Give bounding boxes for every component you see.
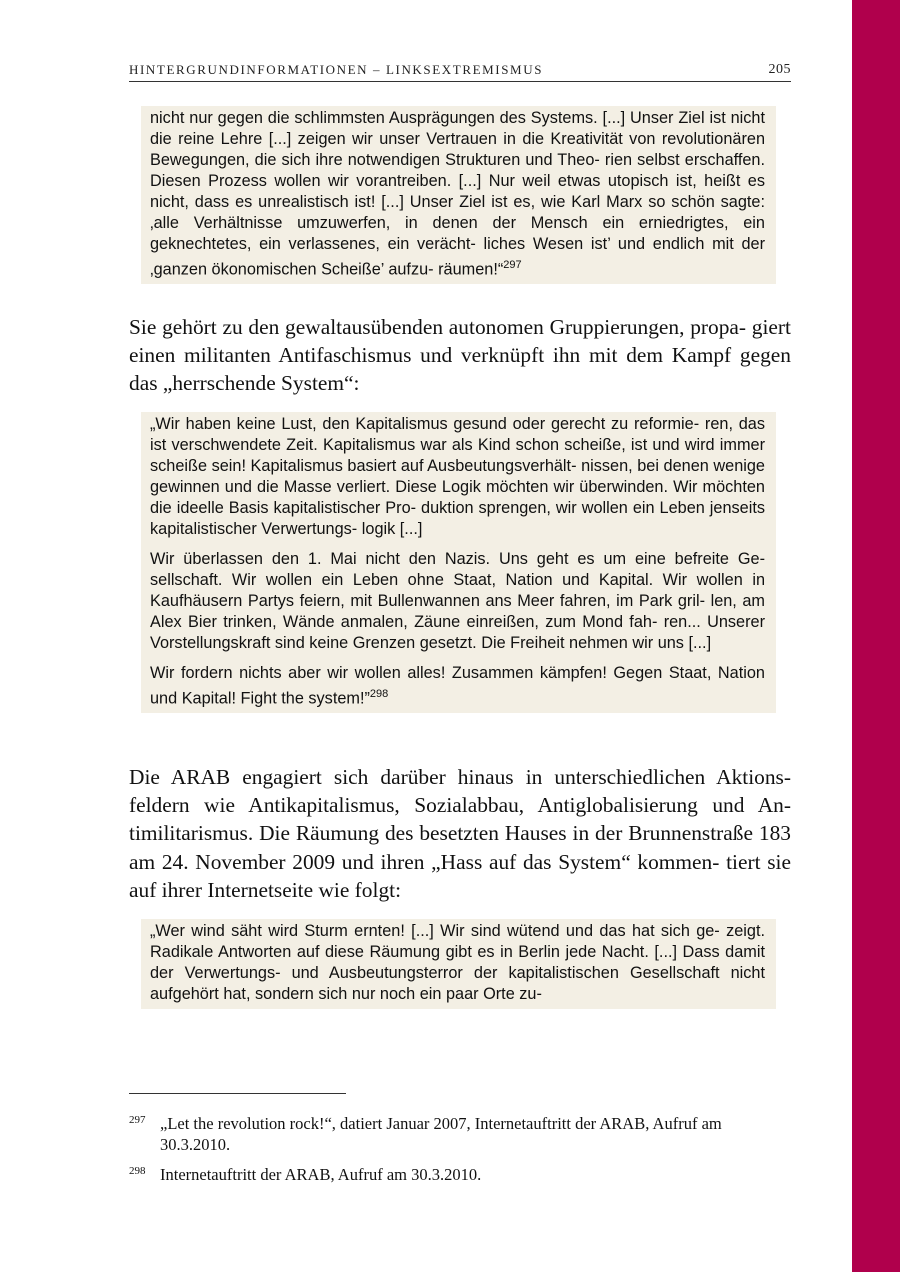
- block-quote-1: [141, 106, 776, 284]
- quote-line: nicht nur gegen die schlimmsten Ausprägungen des Systems. [...] Unser Ziel: [150, 109, 705, 127]
- quote-2-paragraph-2: [150, 549, 765, 654]
- footnote-298: [129, 1164, 791, 1185]
- quote-line: ist nicht die reine Lehre [...] zeigen wir unser Vertrauen in die Kreativität von: [150, 109, 765, 148]
- quote-line: und wird immer scheiße sein! Kapitalismus basiert auf Ausbeutungsverhält-: [150, 436, 765, 475]
- quote-line: [...] Dass damit der Verwertungs- und Ausbeutungsterror der kapitalistischen: [150, 943, 765, 982]
- block-quote-3: [141, 919, 776, 1009]
- quote-line: nissen, bei denen wenige gewinnen und die Masse verliert. Diese Logik: [150, 457, 765, 496]
- footnote-number: 297: [129, 1114, 146, 1126]
- quote-1-paragraph: [150, 108, 765, 280]
- running-header: [129, 62, 791, 82]
- quote-line: etwas utopisch ist, heißt es nicht, dass es unrealistisch ist! [...] Unser Ziel ist: [150, 172, 765, 211]
- paragraph-line: feldern wie Antikapitalismus, Sozialabbau, Antiglobalisierung und An-: [129, 793, 791, 818]
- quote-line: Gesellschaft nicht aufgehört hat, sondern sich nur noch ein paar Orte zu-: [150, 964, 765, 1003]
- quote-line: logik [...]: [361, 520, 423, 538]
- quote-line: räumen!“: [438, 260, 504, 279]
- footnote-text: Internetauftritt der ARAB, Aufruf am 30.3.2010.: [160, 1165, 482, 1184]
- quote-line: „Wir haben keine Lust, den Kapitalismus gesund oder gerecht zu reformie-: [150, 415, 700, 433]
- quote-line: len, am Alex Bier trinken, Wände anmalen, Zäune einreißen, zum Mond fah-: [150, 592, 765, 631]
- footnote-ref-298[interactable]: 298: [369, 688, 389, 700]
- quote-line: Kaufhäusern Partys feiern, mit Bullenwannen ans Meer fahren, im Park gril-: [150, 592, 706, 610]
- quote-line: rien selbst erschaffen. Diesen Prozess wollen wir vorantreiben. [...] Nur weil: [150, 151, 766, 190]
- accent-sidebar-bar: [852, 0, 900, 1272]
- quote-line: ren... Unserer Vorstellungskraft sind keine Grenzen gesetzt. Die Freiheit: [150, 613, 765, 652]
- paragraph-line: tiert sie auf ihrer Internetseite wie folgt:: [129, 849, 791, 902]
- quote-line: Wir überlassen den 1. Mai nicht den Nazis. Uns geht es um eine befreite Ge-: [150, 550, 765, 568]
- quote-line: „Wer wind säht wird Sturm ernten! [...] Wir sind wütend und das hat sich ge-: [150, 922, 720, 940]
- quote-line: zeigt. Radikale Antworten auf diese Räumung gibt es in Berlin jede Nacht.: [150, 922, 765, 961]
- footnote-number: 298: [129, 1165, 146, 1177]
- quote-line: der Mensch ein erniedrigtes, ein geknechtetes, ein verlassenes, ein verächt-: [150, 214, 765, 253]
- quote-line: ren, das ist verschwendete Zeit. Kapitalismus war als Kind schon scheiße, ist: [150, 415, 765, 454]
- quote-line: duktion sprengen, wir wollen ein Leben jenseits kapitalistischer Verwertungs-: [150, 499, 765, 538]
- header-title: HINTERGRUNDINFORMATIONEN – LINKSEXTREMISMUS: [129, 62, 544, 77]
- footnote-ref-297[interactable]: 297: [503, 259, 522, 271]
- body-paragraph-2: [129, 763, 791, 904]
- footnote-separator: [129, 1093, 346, 1094]
- quote-2-paragraph-3: [150, 663, 765, 709]
- quote-line: möchten wir überwinden. Wir möchten die ideelle Basis kapitalistischer Pro-: [150, 478, 765, 517]
- page-number: 205: [768, 62, 791, 77]
- paragraph-line: Sie gehört zu den gewaltausübenden autonomen Gruppierungen, propa-: [129, 315, 747, 339]
- paragraph-line: 183 am 24. November 2009 und ihren „Hass auf das System“ kommen-: [129, 821, 791, 874]
- quote-3-paragraph: [150, 921, 765, 1005]
- quote-line: nehmen wir uns [...]: [569, 634, 712, 652]
- block-quote-2: [141, 412, 776, 713]
- paragraph-line: Die ARAB engagiert sich darüber hinaus in unterschiedlichen Aktions-: [129, 765, 791, 789]
- quote-line: revolutionären Bewegungen, die sich ihre notwendigen Strukturen und Theo-: [150, 130, 765, 169]
- quote-line: Nation und Kapital! Fight the system!”: [150, 664, 765, 708]
- quote-line: Wir fordern nichts aber wir wollen alles! Zusammen kämpfen! Gegen Staat,: [150, 664, 712, 682]
- footnote-text: „Let the revolution rock!“, datiert Januar 2007, Internetauftritt der ARAB, Aufruf am 30.3.2010.: [160, 1114, 722, 1154]
- body-paragraph-1: [129, 313, 791, 398]
- paragraph-line: giert einen militanten Antifaschismus und verknüpft ihn mit dem Kampf: [129, 315, 791, 368]
- footnote-297: [129, 1113, 791, 1155]
- paragraph-line: gegen das „herrschende System“:: [129, 343, 791, 396]
- quote-2-paragraph-1: [150, 414, 765, 540]
- paragraph-line: timilitarismus. Die Räumung des besetzten Hauses in der Brunnenstraße: [129, 821, 753, 846]
- quote-line: liches Wesen ist’ und endlich mit der ‚ganzen ökonomischen Scheiße’ aufzu-: [150, 235, 765, 279]
- quote-line: sellschaft. Wir wollen ein Leben ohne Staat, Nation und Kapital. Wir wollen in: [150, 571, 765, 589]
- quote-line: es, wie Karl Marx so schön sagte: ‚alle Verhältnisse umzuwerfen, in denen: [150, 193, 765, 232]
